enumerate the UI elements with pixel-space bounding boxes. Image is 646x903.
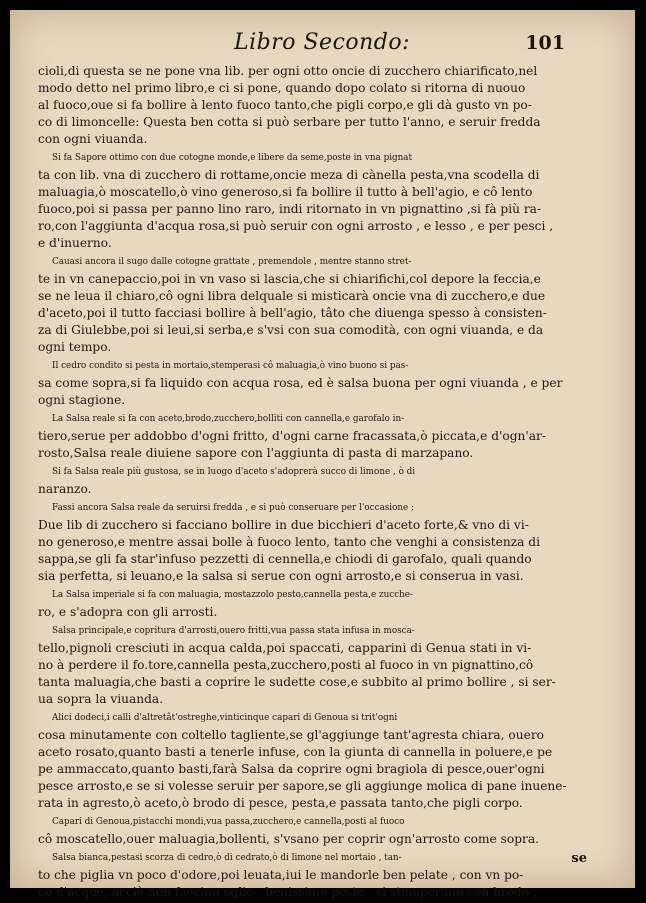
text-line: tanta maluagia,che basti a coprire le sudette cose,e subbito al primo bollire , si ser-: [38, 675, 556, 689]
paragraph: [38, 411, 608, 462]
text-line: Cauasi ancora il sugo dalle cotogne grattate , premendole , mentre stanno stret-: [52, 257, 412, 267]
text-line: tiero,serue per addobbo d'ogni fritto, d'ogni carne fracassata,ò piccata,e d'ogn'ar-: [38, 429, 546, 443]
text-line: Capari di Genoua,pistacchi mondi,vua passa,zucchero,e cannella,posti al fuoco: [52, 817, 405, 827]
text-line: al fuoco,oue si fa bollire à lento fuoco tanto,che pigli corpo,e gli dà gusto vn po-: [38, 98, 532, 112]
text-line: e d'inuerno.: [38, 236, 112, 250]
paragraph: [38, 623, 608, 708]
text-line: te in vn canepaccio,poi in vn vaso si lascia,che si chiarifichi,col depore la feccia,e: [38, 272, 541, 286]
catchword: se: [571, 851, 587, 866]
text-line: Salsa bianca,pestasi scorza di cedro,ò di cedrato,ò di limone nel mortaio , tan-: [52, 853, 402, 863]
paragraph: [38, 358, 608, 409]
text-line: pesce arrosto,e se si volesse seruir per sapore,se gli aggiunge molica di pane inuene-: [38, 779, 567, 793]
text-line: cosa minutamente con coltello tagliente,se gl'aggiunge tant'agresta chiara, ouero: [38, 728, 544, 742]
paragraph: [38, 464, 608, 498]
paragraph: [38, 500, 608, 585]
text-line: se ne leua il chiaro,cô ogni libra delquale si misticarà oncie vna di zucchero,e due: [38, 289, 546, 303]
text-line: La Salsa reale si fa con aceto,brodo,zucchero,bolliti con cannella,e garofalo in-: [52, 414, 405, 424]
text-line: Salsa principale,e copritura d'arrosti,ouero fritti,vua passa stata infusa in mosca-: [52, 626, 415, 636]
text-line: ua sopra la viuanda.: [38, 692, 164, 706]
text-line: La Salsa imperiale si fa con maluagia, mostazzolo pesto,cannella pesta,e zucche-: [52, 590, 413, 600]
text-line: rata in agresto,ò aceto,ò brodo di pesce, pesta,e passata tanto,che pigli corpo.: [38, 796, 523, 810]
text-line: tello,pignoli cresciuti in acqua calda,poi spaccati, capparini di Genua stati in vi-: [38, 641, 532, 655]
text-line: co d'acque, acciò non faccino oglio , benissimo peste , si stemperano con brodo ,: [38, 885, 537, 899]
book-page: [10, 10, 635, 899]
paragraph: [38, 850, 608, 901]
paragraph: [38, 254, 608, 356]
text-line: sia perfetta, si leuano,e la salsa si serue con ogni arrosto,e si conserua in vasi.: [38, 569, 524, 583]
text-line: to che piglia vn poco d'odore,poi leuata,iui le mandorle ben pelate , con vn po-: [38, 868, 524, 882]
body-text: [38, 63, 608, 903]
text-line: no generoso,e mentre assai bolle à fuoco lento, tanto che venghi a consistenza di: [38, 535, 540, 549]
paragraph: [38, 814, 608, 848]
paragraph: [38, 150, 608, 252]
text-line: pe ammaccato,quanto basti,farà Salsa da coprire ogni bragiola di pesce,ouer'ogni: [38, 762, 545, 776]
paragraph: [38, 63, 608, 148]
text-line: co di limoncelle: Questa ben cotta si può serbare per tutto l'anno, e seruir fredda: [38, 115, 541, 129]
text-line: cô moscatello,ouer maluagia,bollenti, s'vsano per coprir ogn'arrosto come sopra.: [38, 832, 540, 846]
text-line: Due lib di zucchero si facciano bollire in due bicchieri d'aceto forte,& vno di vi-: [38, 518, 529, 532]
paragraph: [38, 587, 608, 621]
text-line: za di Giulebbe,poi si leui,si serba,e s'vsi con sua comodità, con ogni viuanda, e da: [38, 323, 544, 337]
text-line: Si fa Salsa reale più gustosa, se in luogo d'aceto s'adoprerà succo di limone , ò di: [52, 467, 416, 477]
text-line: ogni tempo.: [38, 340, 112, 354]
text-line: rosto,Salsa reale diuiene sapore con l'aggiunta di pasta di marzapano.: [38, 446, 474, 460]
text-line: con ogni viuanda.: [38, 132, 148, 146]
text-line: sappa,se gli fa star'infuso pezzetti di cennella,e chiodi di garofalo, quali quando: [38, 552, 532, 566]
text-line: no à perdere il fo.tore,cannella pesta,zucchero,posti al fuoco in vn pignattino,cô: [38, 658, 534, 672]
text-line: maluagia,ò moscatello,ò vino generoso,si fa bollire il tutto à bell'agio, e cô lento: [38, 185, 533, 199]
text-line: aceto rosato,quanto basti a tenerle infuse, con la giunta di cannella in poluere,e pe: [38, 745, 553, 759]
running-title: Libro Secondo:: [234, 30, 411, 55]
text-line: ogni stagione.: [38, 393, 126, 407]
text-line: d'aceto,poi il tutto facciasi bollire à bell'agio, tâto che diuenga spesso à consisten-: [38, 306, 547, 320]
paragraph: [38, 710, 608, 812]
page-header: [10, 30, 635, 64]
text-line: Fassi ancora Salsa reale da seruirsi fredda , e si può conseruare per l'occasione ;: [52, 503, 415, 513]
text-line: sa come sopra,si fa liquido con acqua rosa, ed è salsa buona per ogni viuanda , e per: [38, 376, 563, 390]
text-line: Si fa Sapore ottimo con due cotogne monde,e libere da seme,poste in vna pignat: [52, 153, 413, 163]
text-line: modo detto nel primo libro,e ci si pone, quando dopo colato si ritorna di nuouo: [38, 81, 526, 95]
text-line: ta con lib. vna di zucchero di rottame,oncie meza di cànella pesta,vna scodella di: [38, 168, 540, 182]
text-line: naranzo.: [38, 482, 92, 496]
text-line: ro, e s'adopra con gli arrosti.: [38, 605, 218, 619]
text-line: Alici dodeci,i calli d'altretât'ostreghe,vinticinque capari di Genoua si trit'ogni: [52, 713, 398, 723]
text-line: fuoco,poi si passa per panno lino raro, indi ritornato in vn pignattino ,si fà più ra-: [38, 202, 542, 216]
text-line: Il cedro condito si pesta in mortaio,stemperasi cô maluagia,ò vino buono si pas-: [52, 361, 409, 371]
text-line: ro,con l'aggiunta d'acqua rosa,si può seruir con ogni arrosto , e lesso , e per pesci ,: [38, 219, 554, 233]
page-number: 101: [525, 32, 565, 54]
text-line: cioli,di questa se ne pone vna lib. per ogni otto oncie di zucchero chiarificato,nel: [38, 64, 538, 78]
